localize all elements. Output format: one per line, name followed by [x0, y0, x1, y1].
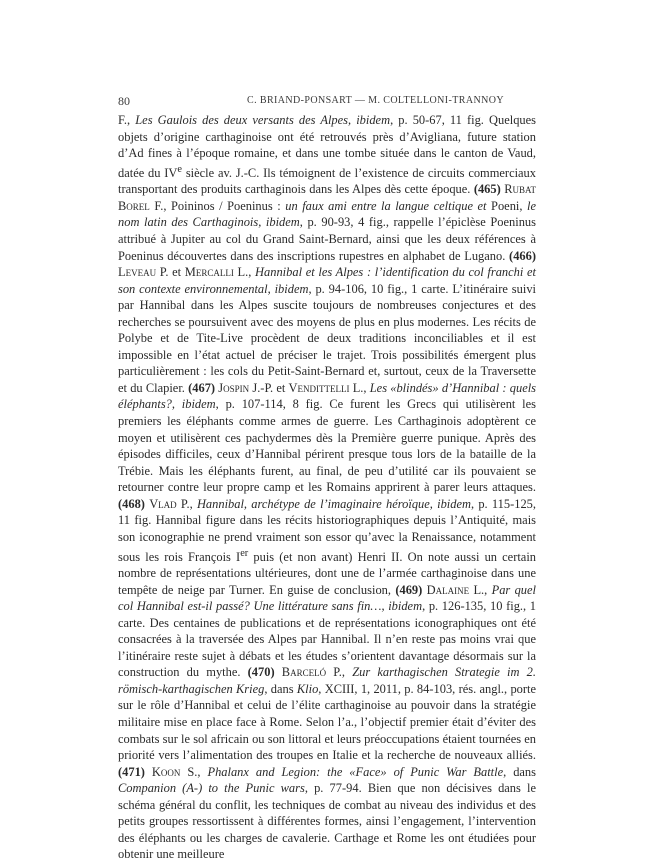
superscript: er	[240, 547, 249, 559]
title-text: Les Gaulois des deux versants des Alpes, ibidem	[135, 113, 391, 127]
entry-text: , p. 77-94. Bien que non décisives dans le schéma général du conflit, les techniques de combat au niveau des individus et des petits groupes ressortissent à différentes formes, ainsi l’engagement, l’intervention des éléphants ou les charges de cavalerie. Carthage et Rome les ont étudiées pour obtenir une meilleure	[118, 781, 536, 862]
entry-text	[275, 665, 282, 679]
bibliography-entry	[118, 381, 536, 494]
author-name: Mercalli	[184, 265, 234, 280]
entry-text: , dans	[503, 764, 536, 779]
entry-text: P. et	[156, 265, 185, 280]
running-head: C. BRIAND-PONSART — M. COLTELLONI-TRANNOY	[247, 95, 504, 106]
entry-text: F.,	[118, 113, 136, 127]
author-name: Vendittelli	[288, 380, 350, 395]
entry-text: F., Poininos / Poeninus :	[149, 198, 286, 213]
author-name: Rubat Borel	[118, 182, 537, 213]
entry-number: (468)	[118, 496, 145, 511]
entry-number: (470)	[247, 665, 275, 680]
author-name: Barceló	[281, 665, 327, 680]
entry-text: , p. 50-67, 11 fig. Quelques objets d’origine carthaginoise ont été retrouvés près d’Avigliana, future station d’Ad fines à l’époque romaine, et dans une tombe située dans le canton de Vaud, datée du IV	[118, 113, 536, 180]
title-text: Companion (A-) to the Punic wars	[118, 781, 305, 796]
author-name: Jospin	[218, 380, 250, 395]
entry-text: , p. 107-114, 8 fig. Ce furent les Grecs qui utilisèrent les premiers les éléphants comme armes de guerre. Les Carthaginois adoptèrent ce moyen et utilisèrent ces pachydermes dès la Première guerre punique. Après des épisodes difficiles, ceux d’Hannibal périrent presque tous lors de la bataille de la Trébie. Mais les éléphants furent, au final, de peu d’utilité car ils pouvaient se retourner contre leur propre camp et les Romains apprirent à parer leurs attaques.	[118, 397, 536, 495]
entry-text: Poeni,	[486, 198, 528, 213]
entry-text: , p. 94-106, 10 fig., 1 carte. L’itinéraire suivi par Hannibal dans les Alpes suscite toujours de nombreuses conjectures et des recherches se poursuivent avec des moyens de plus en plus modernes. Les récits de Polybe et de Tite-Live procèdent de deux traditions inconciliables et il est impossible en l’état actuel de préciser le trajet. Trois possibilités émergent plus particulièrement : les cols du Petit-Saint-Bernard et, surtout, ceux de la Traversette et du Clapier.	[118, 281, 536, 395]
author-name: Vlad	[149, 496, 177, 511]
entry-text: L.,	[233, 265, 256, 280]
page-header	[118, 94, 536, 110]
entry-text: , XCIII, 1, 2011, p. 84-103, rés. angl., porte sur le rôle d’Hannibal et celui de l’élite carthaginoise au pouvoir dans la stratégie militaire mise en place face à Rome. Selon l’a., l’objectif premier était d’éviter des combats sur le sol africain ou son littoral et leurs préoccupations étaient tournées en priorité vers l’alimentation des troupes en Italie et la recherche de nouveaux alliés.	[118, 681, 536, 763]
entry-text: , p. 90-93, 4 fig., rappelle l’épiclèse Poeninus attribué à Jupiter au col du Grand Saint-Bernard, ainsi que les deux références à Poeninus découvertes dans des inscriptions rupestres en alphabet de Lugano.	[118, 215, 536, 263]
entry-number: (465)	[473, 182, 501, 197]
bibliography-entry	[118, 765, 536, 862]
title-text: Phalanx and Legion: the «Face» of Punic War Battle	[207, 764, 504, 779]
entry-text: P.,	[326, 665, 353, 680]
author-name: Koon	[151, 764, 181, 779]
entry-number: (469)	[395, 582, 423, 597]
title-text: Les «blindés» d’Hannibal : quels éléphants?, ibidem	[118, 380, 537, 412]
entry-text: P.,	[176, 496, 197, 511]
title-text: Hannibal et les Alpes : l’identification du col franchi et son contexte environnemental, ibidem	[118, 265, 536, 296]
entry-text: L.,	[469, 582, 492, 597]
entry-text: puis (et non avant) Henri II. On note aussi un certain nombre de représentations ultérieures, dont une de l’armée carthaginoise dans une tempête de neige par Turner. En guise de conclusion,	[118, 549, 536, 597]
entry-number: (471)	[118, 764, 145, 779]
page-number: 80	[118, 94, 130, 108]
entry-text: L.,	[349, 380, 370, 395]
title-text: le nom latin des Carthaginois, ibidem	[118, 198, 537, 230]
author-name: Dalaine	[426, 582, 470, 597]
bibliography-entry	[118, 665, 536, 762]
entry-number: (466)	[509, 248, 536, 263]
superscript: e	[177, 163, 183, 175]
entry-number: (467)	[188, 380, 216, 395]
body-text	[118, 112, 536, 863]
title-text: Hannibal, archétype de l’imaginaire héroïque, ibidem	[196, 496, 471, 511]
title-text: un faux ami entre la langue celtique et	[285, 198, 487, 213]
entry-text: , dans	[264, 681, 297, 696]
entry-text: S.,	[180, 764, 208, 779]
entry-text	[145, 765, 152, 779]
entry-text: , p. 126-135, 10 fig., 1 carte. Des centaines de publications et de représentations iconographiques ont été consacrées à la traversée des Alpes par Hannibal. Il n’en reste pas moins vrai que l’itinéraire reste sujet à débats et les études s’orientent davantage désormais sur la construction du mythe.	[118, 599, 536, 680]
title-text: Par quel col Hannibal est-il passé? Une littérature sans fin…, ibidem	[118, 582, 536, 614]
entry-text: , p. 115-125, 11 fig. Hannibal figure dans les récits historiographiques depuis l’Antiquité, mais son iconographie ne prend vraiment son essor qu’avec la Renaissance, notamment sous les rois François I	[118, 496, 537, 564]
title-text: Zur karthagischen Strategie im 2. römisch-karthagischen Krieg	[118, 665, 536, 696]
author-name: Leveau	[118, 265, 157, 280]
entry-text: siècle av. J.-C. Ils témoignent de l’existence de circuits commerciaux transportant des produits carthaginois dans les Alpes dès cette époque.	[118, 165, 536, 197]
entry-text: J.-P. et	[249, 380, 289, 395]
bibliography-entry	[118, 249, 536, 395]
title-text: Klio	[296, 681, 319, 696]
